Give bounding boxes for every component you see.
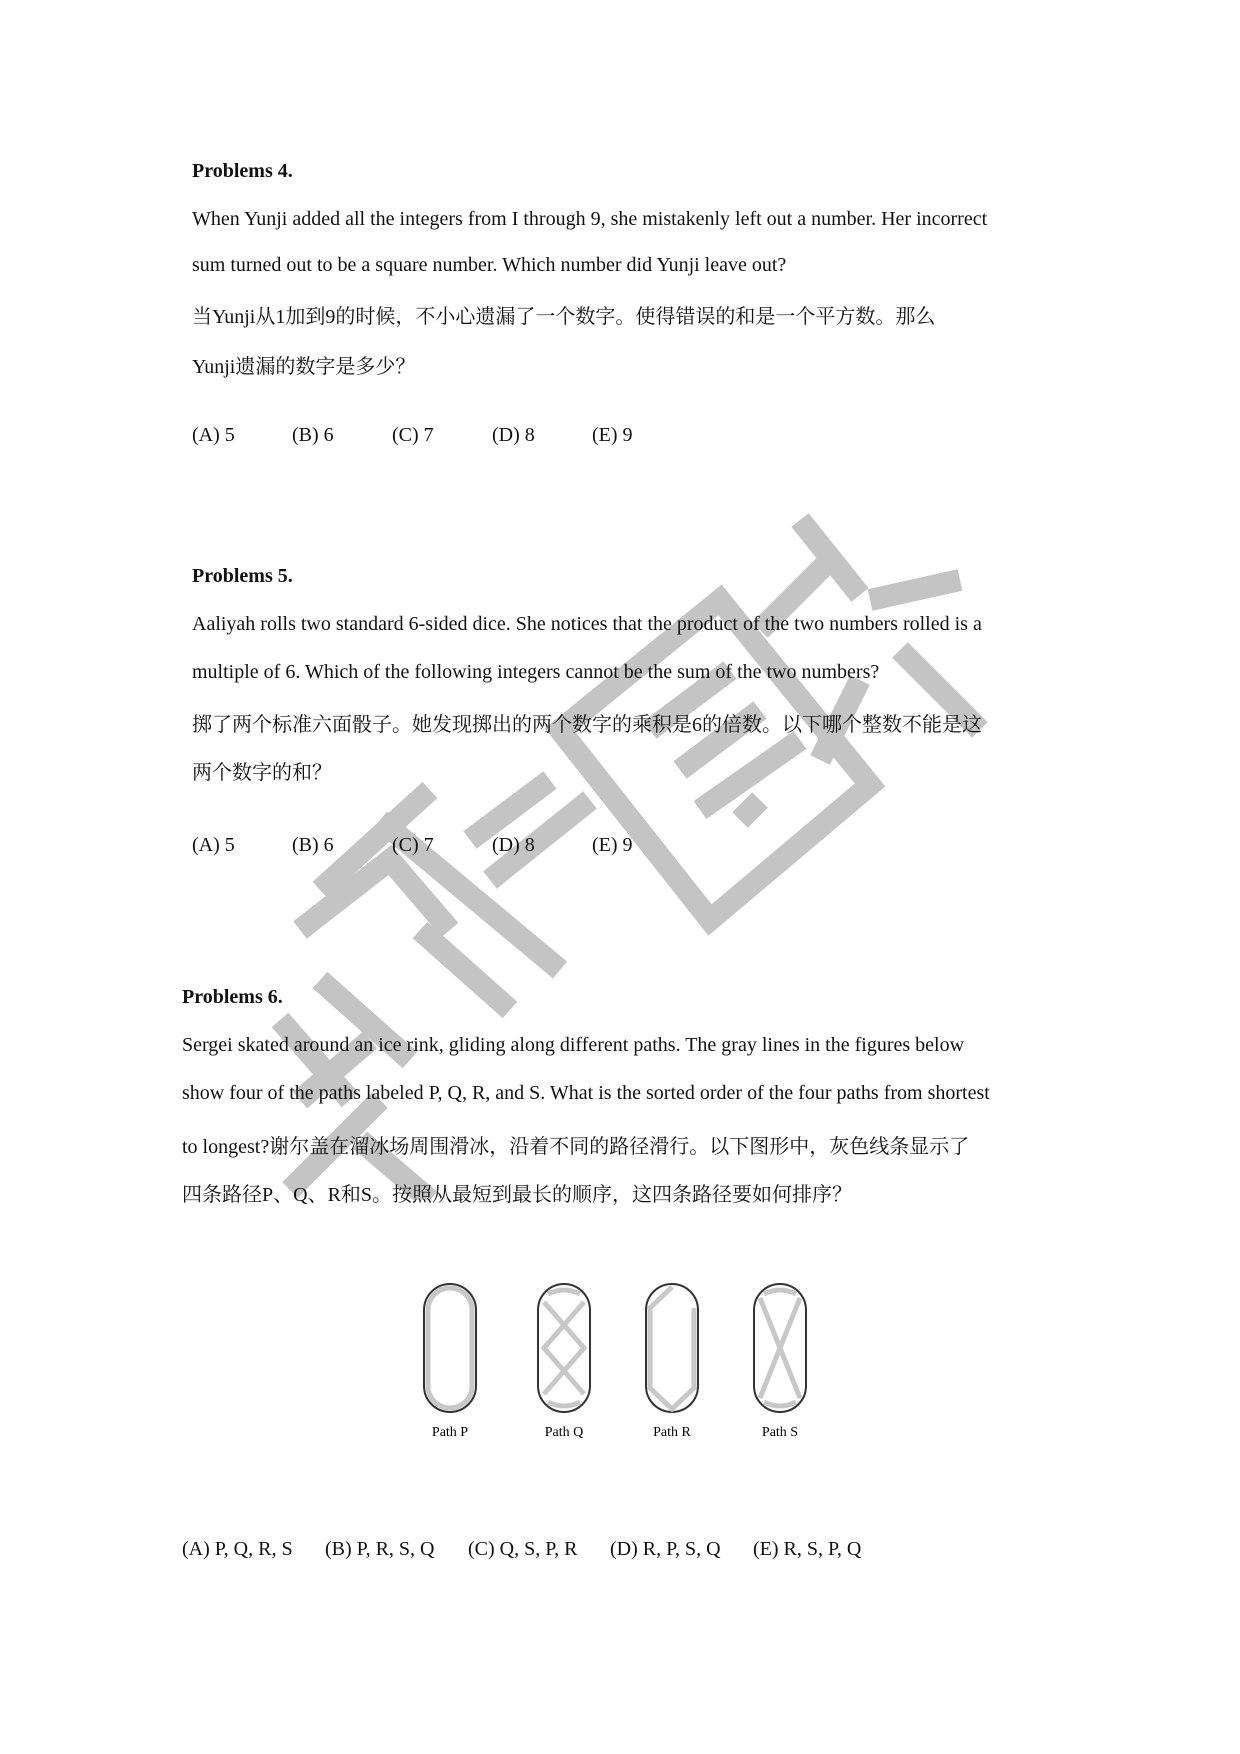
problem-5-options: [192, 834, 792, 862]
problem-4-heading: Problems 4.: [192, 160, 293, 182]
problem-5-text-en-1: Aaliyah rolls two standard 6-sided dice. She notices that the product of the two numbers rolled is a: [192, 613, 982, 635]
option-a: (A) 5: [192, 424, 235, 446]
paths-figure: [420, 1280, 820, 1440]
option-e: (E) 9: [592, 424, 633, 446]
problem-6-text-2: show four of the paths labeled P, Q, R, and S. What is the sorted order of the four paths from shortest: [182, 1082, 990, 1104]
problem-5-text-zh-2: 两个数字的和？: [192, 762, 332, 784]
option-d: (D) 8: [492, 834, 535, 856]
option-b: (B) 6: [292, 424, 334, 446]
problem-4-text-en-1: When Yunji added all the integers from I through 9, she mistakenly left out a number. Her incorrect: [192, 208, 988, 230]
path-r-label: Path R: [653, 1425, 691, 1440]
path-q-figure: [538, 1284, 590, 1412]
option-d: (D) 8: [492, 424, 535, 446]
option-c: (C) 7: [392, 834, 434, 856]
problem-6-options: [182, 1538, 942, 1566]
problem-5-heading: Problems 5.: [192, 565, 293, 587]
problem-5-text-zh-1: 掷了两个标准六面骰子。她发现掷出的两个数字的乘积是6的倍数。以下哪个整数不能是这: [192, 714, 982, 736]
problem-4-text-zh-2: Yunji遗漏的数字是多少？: [192, 356, 416, 378]
problem-4-text-zh-1: 当Yunji从1加到9的时候，不小心遗漏了一个数字。使得错误的和是一个平方数。那么: [192, 306, 936, 328]
path-p-label: Path P: [431, 1425, 469, 1440]
option-c: (C) 7: [392, 424, 434, 446]
option-b: (B) 6: [292, 834, 334, 856]
problem-5-text-en-2: multiple of 6. Which of the following integers cannot be the sum of the two numbers?: [192, 661, 880, 683]
problem-6-text-1: Sergei skated around an ice rink, gliding along different paths. The gray lines in the figures below: [182, 1034, 965, 1056]
problem-4-text-en-2: sum turned out to be a square number. Which number did Yunji leave out?: [192, 254, 787, 276]
problem-6-heading: Problems 6.: [182, 986, 283, 1008]
problem-6-text-4: 四条路径P、Q、R和S。按照从最短到最长的顺序，这四条路径要如何排序？: [182, 1184, 853, 1206]
option-e: (E) R, S, P, Q: [753, 1538, 862, 1560]
option-c: (C) Q, S, P, R: [468, 1538, 578, 1560]
option-d: (D) R, P, S, Q: [610, 1538, 721, 1560]
path-s-figure: [754, 1284, 806, 1412]
path-s-label: Path S: [761, 1425, 799, 1440]
option-a: (A) 5: [192, 834, 235, 856]
problem-4-options: [192, 424, 792, 452]
problem-6-text-3: to longest?谢尔盖在溜冰场周围滑冰，沿着不同的路径滑行。以下图形中，灰色线条显示了: [182, 1136, 970, 1158]
path-r-figure: [646, 1284, 698, 1412]
option-a: (A) P, Q, R, S: [182, 1538, 293, 1560]
path-p-figure: [424, 1284, 476, 1412]
option-b: (B) P, R, S, Q: [325, 1538, 435, 1560]
path-q-label: Path Q: [544, 1425, 584, 1440]
option-e: (E) 9: [592, 834, 633, 856]
